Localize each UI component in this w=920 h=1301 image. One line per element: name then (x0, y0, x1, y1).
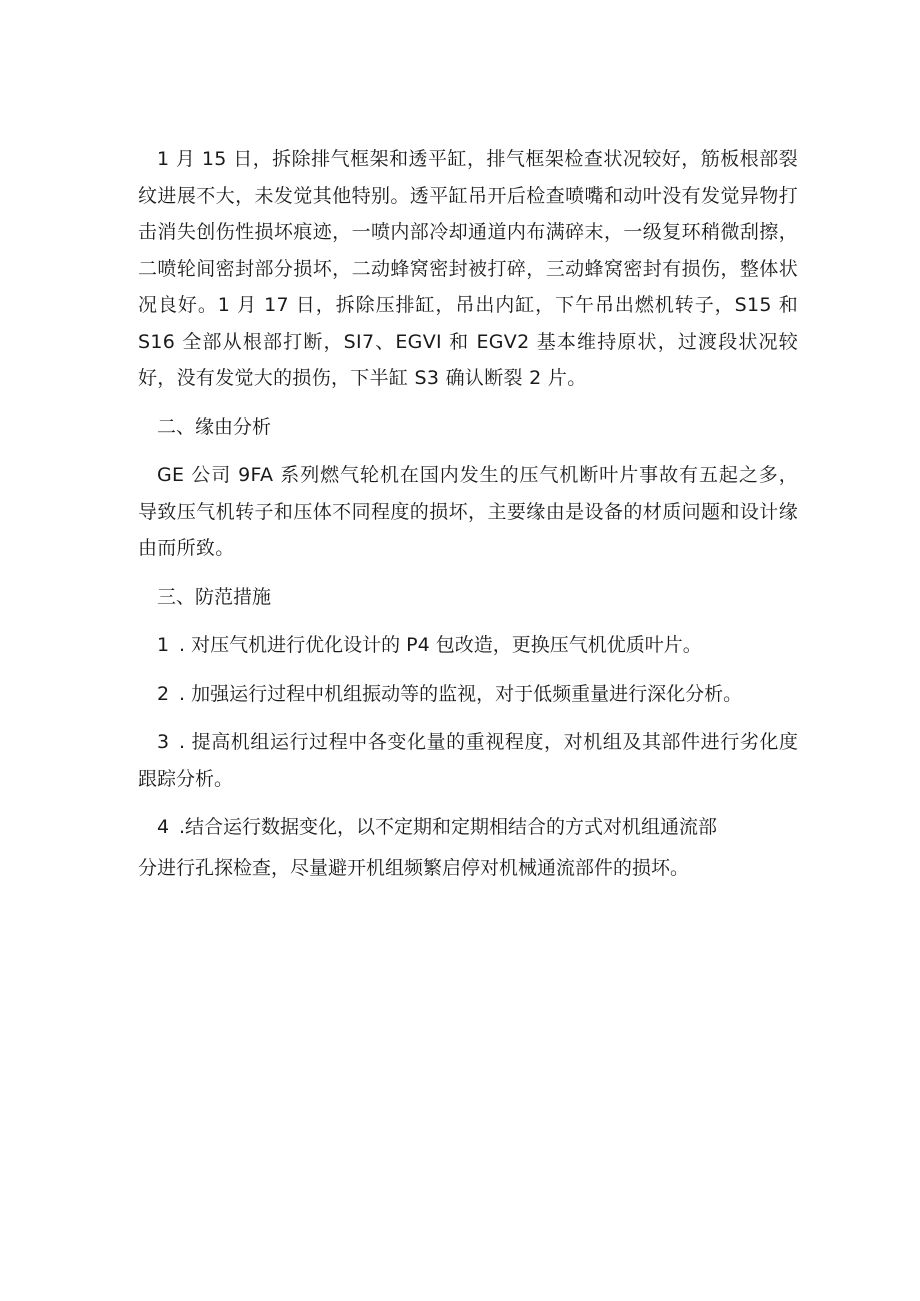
measure-text: . 提高机组运行过程中各变化量的重视程度，对机组及其部件进行劣化度跟踪分析。 (138, 731, 798, 790)
measure-item-1 (138, 627, 798, 664)
document-body (138, 141, 798, 886)
section-heading-cause-analysis: 二、缘由分析 (157, 415, 272, 438)
measure-item-2 (138, 676, 798, 713)
measure-4-line-1 (138, 809, 798, 846)
measure-number: 1 (157, 634, 170, 656)
measure-number: 2 (157, 682, 170, 705)
section-heading-preventive-measures: 三、防范措施 (157, 585, 272, 608)
measure-text: .结合运行数据变化，以不定期和定期相结合的方式对机组通流部 (179, 816, 718, 838)
measure-text: . 加强运行过程中机组振动等的监视，对于低频重量进行深化分析。 (179, 682, 743, 705)
measure-text: . 对压气机进行优化设计的 P4 包改造，更换压气机优质叶片。 (179, 634, 702, 656)
measure-item-4 (138, 809, 798, 886)
measure-number: 3 (157, 731, 170, 753)
intro-paragraph: 1 月 15 日，拆除排气框架和透平缸，排气框架检查状况较好，筋板根部裂纹进展不大，未发觉其他特别。透平缸吊开后检查喷嘴和动叶没有发觉异物打击消失创伤性损坏痕迹，一喷内部冷却通道内布满碎末，一级复环稍微刮擦，二喷轮间密封部分损坏，二动蜂窝密封被打碎，三动蜂窝密封有损伤，整体状况良好。1 月 17 日，拆除压排缸，吊出内缸，下午吊出燃机转子，S15 和 S16 全部从根部打断，SI7、EGVI 和 EGV2 基本维持原状，过渡段状况较好，没有发觉大的损伤，下半缸 S3 确认断裂 2 片。 (138, 148, 798, 389)
measure-4-line-2: 分进行孔探检查，尽量避开机组频繁启停对机械通流部件的损坏。 (138, 856, 690, 879)
measure-item-3 (138, 724, 798, 797)
measure-number: 4 (157, 816, 170, 838)
cause-paragraph: GE 公司 9FA 系列燃气轮机在国内发生的压气机断叶片事故有五起之多，导致压气机转子和压体不同程度的损坏，主要缘由是设备的材质问题和设计缘由而所致。 (138, 464, 798, 559)
